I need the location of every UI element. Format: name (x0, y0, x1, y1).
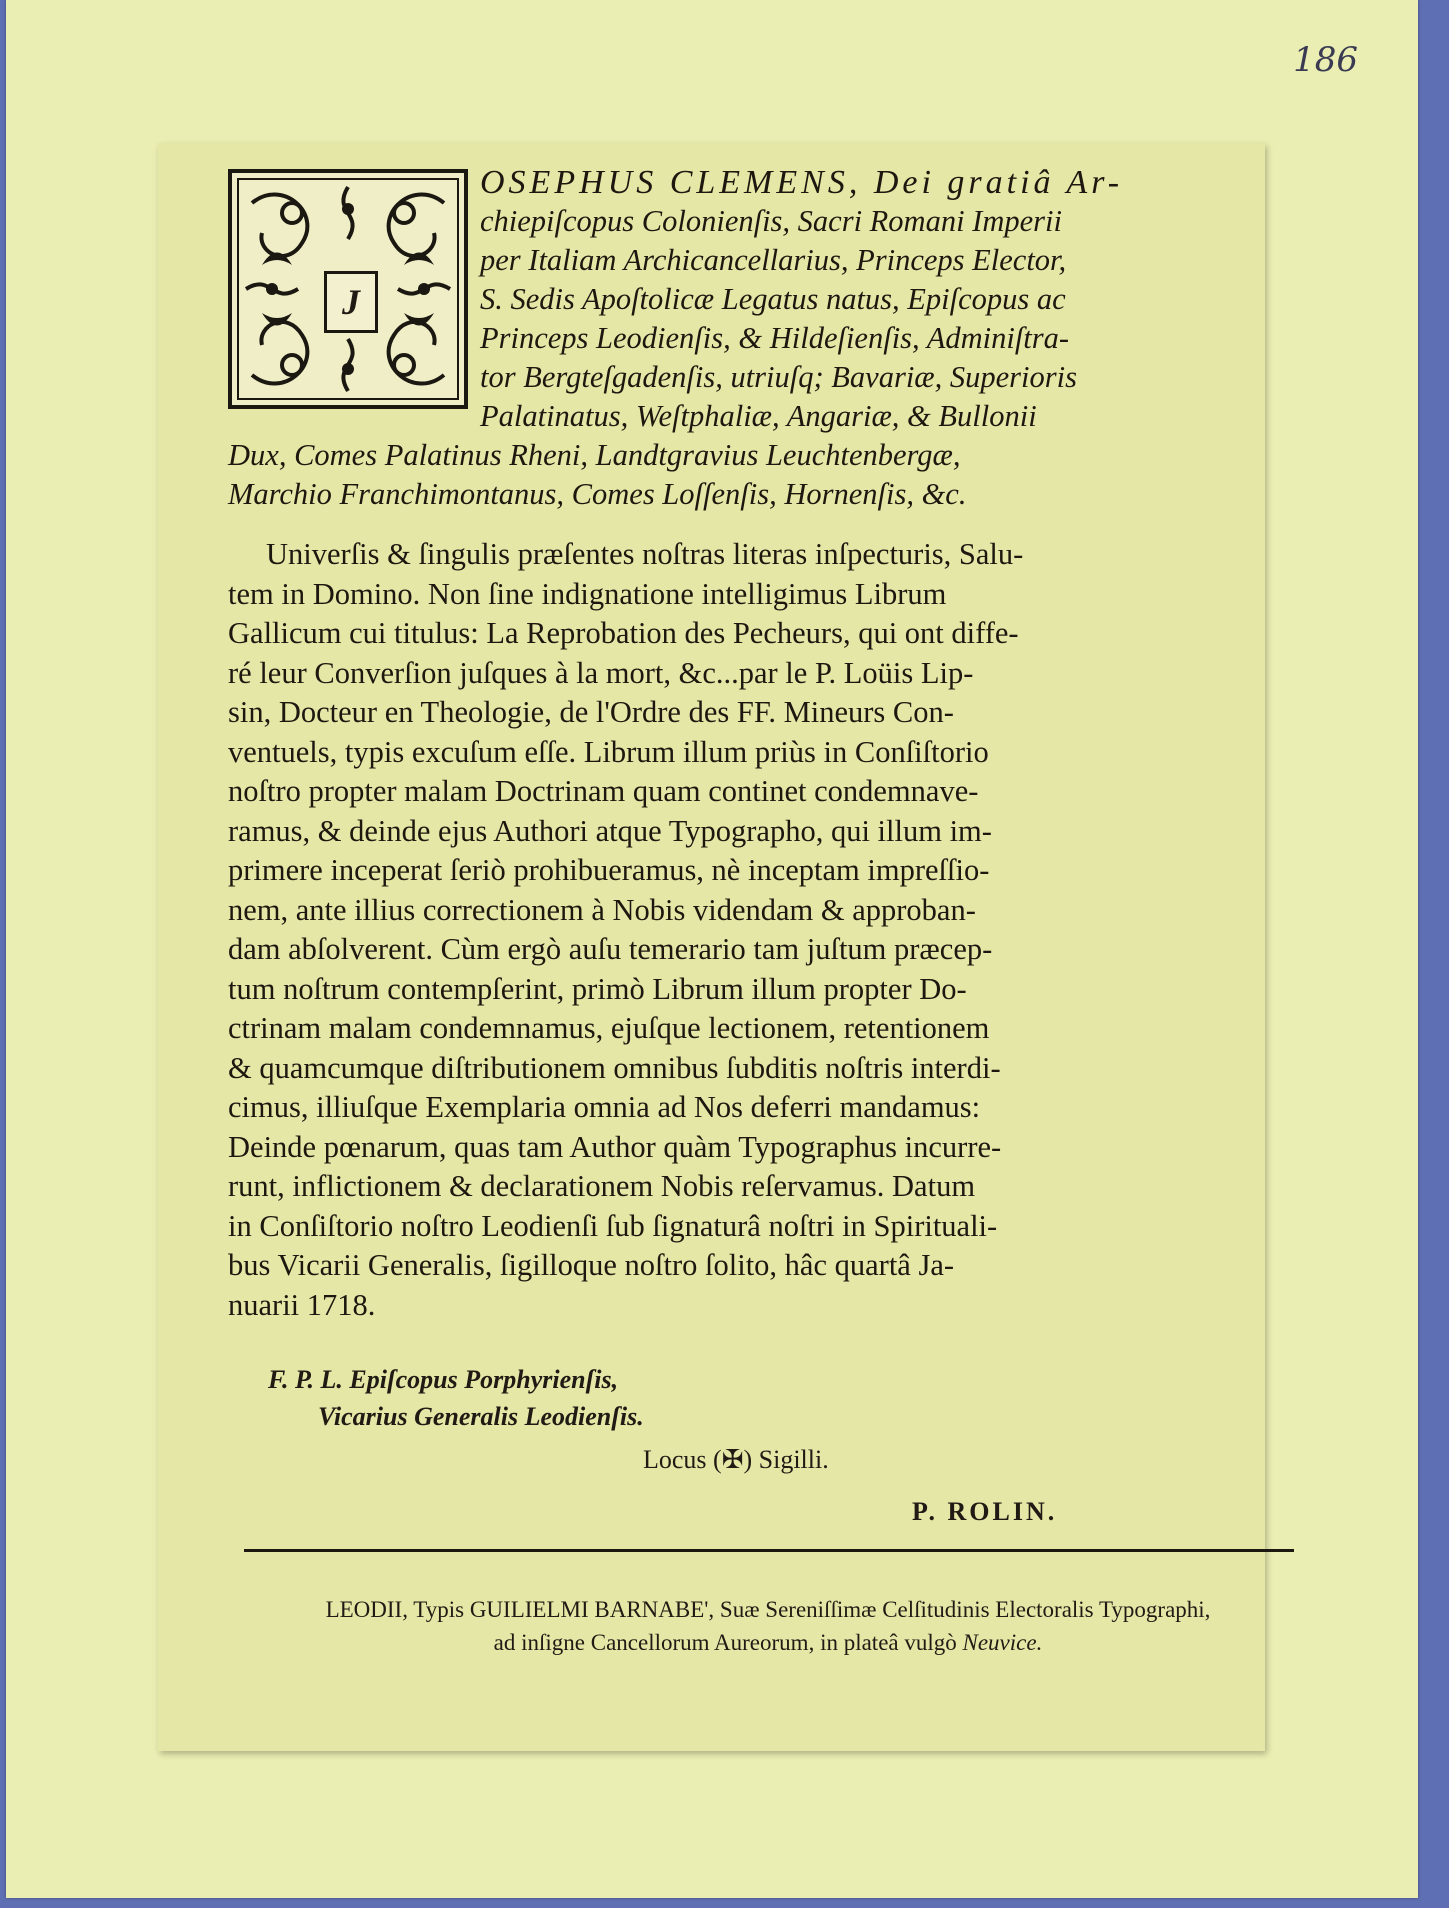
printer-imprint (228, 1593, 1308, 1659)
body-line: Deinde pœnarum, quas tam Author quàm Typographus incurre- (228, 1129, 1002, 1164)
heading-line: per Italiam Archicancellarius, Princeps Elector, (480, 243, 1067, 277)
imprint-line: LEODII, Typis GUILIELMI BARNABE', Suæ Sereniſſimæ Celſitudinis Electoralis Typographi, (325, 1597, 1211, 1622)
body-line: ctrinam malam condemnamus, ejuſque lectionem, retentionem (228, 1011, 990, 1045)
body-line: primere inceperat ſeriò prohibueramus, nè inceptam impreſſio- (228, 853, 990, 887)
signature-line: F. P. L. Epiſcopus Porphyrienſis, (268, 1365, 619, 1394)
body-line: tum noſtrum contempſerint, primò Librum illum propter Do- (228, 971, 967, 1006)
body-line: dam abſolverent. Cùm ergò auſu temerario tam juſtum præcep- (228, 932, 993, 966)
body-line: runt, inflictionem & declarationem Nobis reſervamus. Datum (228, 1169, 976, 1203)
body-line: in Conſiſtorio noſtro Leodienſi ſub ſignaturâ noſtri in Spirituali- (228, 1208, 998, 1243)
heading-line: chiepiſcopus Colonienſis, Sacri Romani Imperii (480, 204, 1062, 238)
decree-body (228, 535, 1288, 1325)
heading-line: tor Bergteſgadenſis, utriuſq; Bavariæ, Superioris (480, 360, 1077, 394)
body-line: ré leur Converſion juſques à la mort, &c...par le P. Loüis Lip- (228, 655, 974, 690)
heading-line: S. Sedis Apoſtolicæ Legatus natus, Epiſcopus ac (480, 282, 1066, 316)
body-line: nem, ante illius correctionem à Nobis videndam & approban- (228, 892, 976, 927)
heading-line: OSEPHUS CLEMENS, Dei gratiâ Ar- (480, 164, 1124, 201)
heading-line: Dux, Comes Palatinus Rheni, Landtgravius Leuchtenbergæ, (228, 438, 961, 472)
body-line: nuarii 1718. (228, 1287, 376, 1322)
printed-leaf (158, 143, 1265, 1751)
divider-rule (244, 1549, 1294, 1552)
body-line: cimus, illiuſque Exemplaria omnia ad Nos deferri mandamus: (228, 1090, 981, 1124)
imprint-text: ad inſigne Cancellorum Aureorum, in plateâ vulgò (493, 1630, 963, 1655)
imprint-line (228, 1626, 1308, 1659)
signature-line: Vicarius Generalis Leodienſis. (318, 1402, 644, 1431)
heading-line: Palatinatus, Weſtphaliæ, Angariæ, & Bullonii (480, 399, 1037, 433)
body-line: ventuels, typis excuſum eſſe. Librum illum priùs in Conſiſtorio (228, 734, 989, 769)
body-line: ramus, & deinde ejus Authori atque Typographo, qui illum im- (228, 813, 992, 848)
heading-line: Marchio Franchimontanus, Comes Loſſenſis, Hornenſis, &c. (228, 477, 967, 511)
clerk-signature: P. ROLIN. (912, 1497, 1058, 1526)
imprint-street: Neuvice. (962, 1630, 1043, 1655)
body-line: tem in Domino. Non ſine indignatione intelligimus Librum (228, 576, 947, 611)
body-line: bus Vicarii Generalis, ſigilloque noſtro ſolito, hâc quartâ Ja- (228, 1248, 955, 1282)
initial-letter: J (324, 271, 378, 333)
body-line: Univerſis & ſingulis præſentes noſtras literas inſpecturis, Salu- (266, 537, 1024, 571)
body-line: noſtro propter malam Doctrinam quam continet condemnave- (228, 774, 979, 808)
body-line: sin, Docteur en Theologie, de l'Ordre des FF. Mineurs Con- (228, 695, 954, 729)
heading-line: Princeps Leodienſis, & Hildeſienſis, Adminiſtra- (480, 321, 1070, 355)
body-line: & quamcumque diſtributionem omnibus ſubditis noſtris interdi- (228, 1050, 1001, 1085)
mount-sheet (6, 0, 1418, 1898)
signature-block (268, 1361, 644, 1435)
seal-placeholder: Locus (✠) Sigilli. (643, 1445, 829, 1474)
folio-number: 186 (1293, 40, 1358, 80)
body-line: Gallicum cui titulus: La Reprobation des Pecheurs, qui ont diffe- (228, 616, 1019, 650)
heading-titles (228, 163, 1288, 514)
